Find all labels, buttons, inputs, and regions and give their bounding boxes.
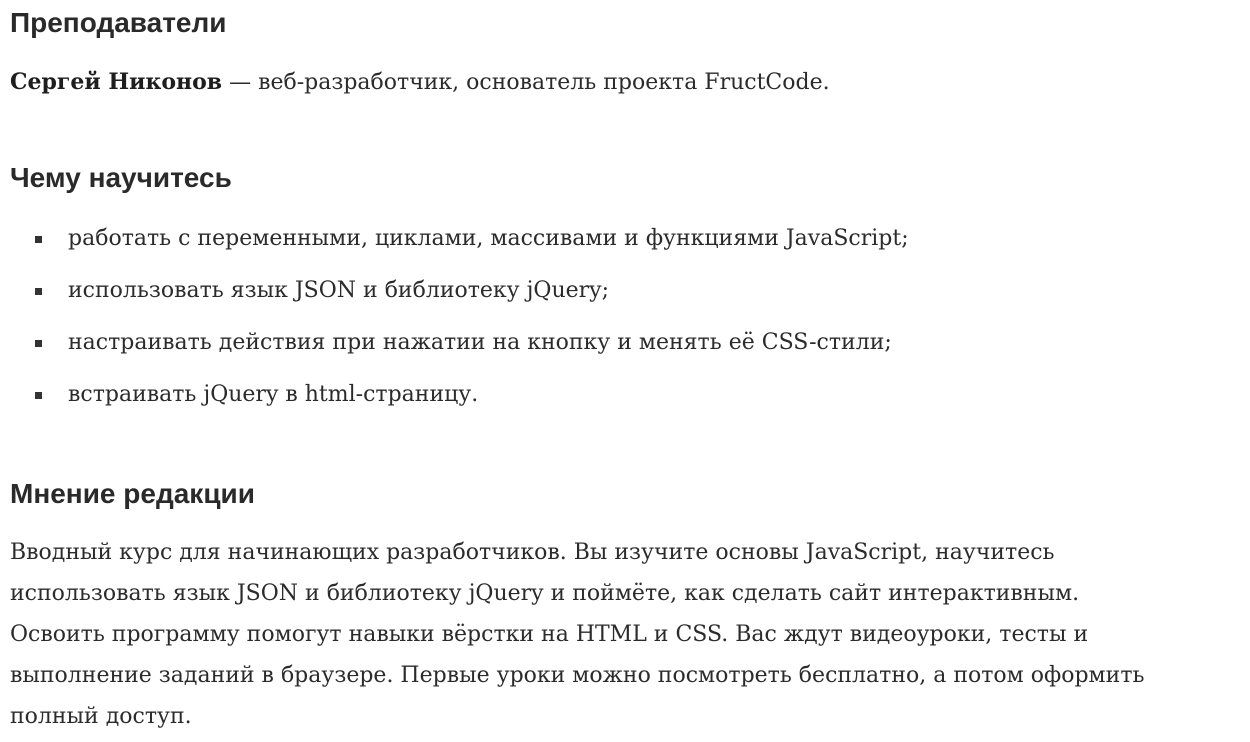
bullet-icon [35,236,42,243]
bullet-icon [35,392,42,399]
learn-heading: Чему научитесь [10,162,232,193]
list-item-text: встраивать jQuery в html-страницу. [68,382,479,407]
list-item [0,378,909,430]
teacher-name: Сергей Никонов [10,69,223,95]
teacher-info [10,66,830,99]
teacher-description: — веб-разработчик, основатель проекта FructCode. [222,70,830,95]
list-item-text: использовать язык JSON и библиотеку jQuery; [68,278,610,303]
opinion-heading: Мнение редакции [10,478,255,509]
teachers-heading: Преподаватели [10,7,227,38]
opinion-paragraph [10,532,1144,737]
bullet-icon [35,288,42,295]
bullet-icon [35,340,42,347]
learn-list [0,222,909,430]
paragraph-line: полный доступ. [10,704,192,729]
list-item [0,326,909,378]
list-item [0,222,909,274]
paragraph-line: Освоить программу помогут навыки вёрстки на HTML и CSS. Вас ждут видеоуроки, тесты и [10,622,1089,647]
paragraph-line: выполнение заданий в браузере. Первые уроки можно посмотреть бесплатно, а потом оформить [10,663,1145,688]
list-item-text: работать с переменными, циклами, массивами и функциями JavaScript; [68,226,909,251]
list-item-text: настраивать действия при нажатии на кнопку и менять её CSS-стили; [68,330,892,355]
paragraph-line: использовать язык JSON и библиотеку jQuery и поймёте, как сделать сайт интерактивным. [10,581,1080,606]
paragraph-line: Вводный курс для начинающих разработчиков. Вы изучите основы JavaScript, научитесь [10,540,1055,565]
list-item [0,274,909,326]
